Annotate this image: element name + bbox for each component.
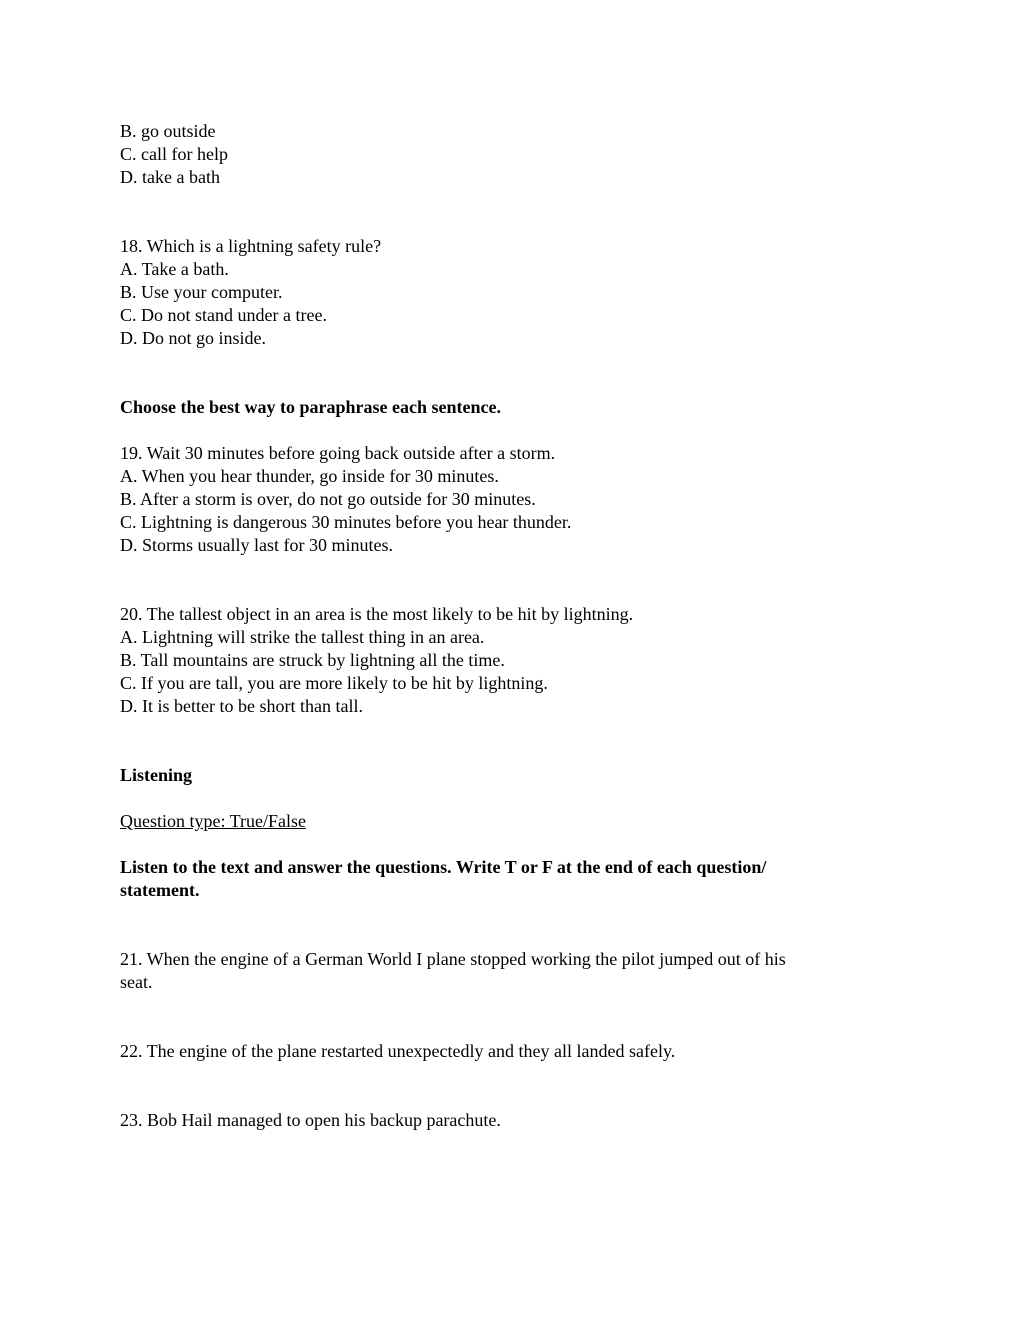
q23-statement: 23. Bob Hail managed to open his backup parachute.	[120, 1110, 501, 1130]
q19-option-b: B. After a storm is over, do not go outside for 30 minutes.	[120, 489, 536, 509]
question-type-label: Question type: True/False	[120, 811, 307, 831]
q18-option-b: B. Use your computer.	[120, 282, 283, 302]
paraphrase-instruction: Choose the best way to paraphrase each sentence.	[120, 397, 501, 417]
q18-option-a: A. Take a bath.	[120, 259, 229, 279]
q21-statement-line1: 21. When the engine of a German World I plane stopped working the pilot jumped out of his	[120, 949, 786, 969]
q20-question: 20. The tallest object in an area is the most likely to be hit by lightning.	[120, 604, 634, 624]
q21-statement-line2: seat.	[120, 972, 153, 992]
q18-option-d: D. Do not go inside.	[120, 328, 266, 348]
q19-option-c: C. Lightning is dangerous 30 minutes before you hear thunder.	[120, 512, 572, 532]
listening-instruction-line1: Listen to the text and answer the questions. Write T or F at the end of each question/	[120, 857, 767, 877]
q17-option-d: D. take a bath	[120, 167, 220, 187]
q18-option-c: C. Do not stand under a tree.	[120, 305, 327, 325]
listening-heading: Listening	[120, 765, 193, 785]
q19-option-a: A. When you hear thunder, go inside for 30 minutes.	[120, 466, 499, 486]
q17-option-b: B. go outside	[120, 121, 216, 141]
q20-option-c: C. If you are tall, you are more likely to be hit by lightning.	[120, 673, 548, 693]
q19-option-d: D. Storms usually last for 30 minutes.	[120, 535, 393, 555]
listening-instruction-line2: statement.	[120, 880, 200, 900]
q17-option-c: C. call for help	[120, 144, 228, 164]
q22-statement: 22. The engine of the plane restarted unexpectedly and they all landed safely.	[120, 1041, 676, 1061]
q19-question: 19. Wait 30 minutes before going back outside after a storm.	[120, 443, 556, 463]
q18-question: 18. Which is a lightning safety rule?	[120, 236, 382, 256]
q20-option-a: A. Lightning will strike the tallest thing in an area.	[120, 627, 485, 647]
q20-option-d: D. It is better to be short than tall.	[120, 696, 363, 716]
q20-option-b: B. Tall mountains are struck by lightning all the time.	[120, 650, 505, 670]
